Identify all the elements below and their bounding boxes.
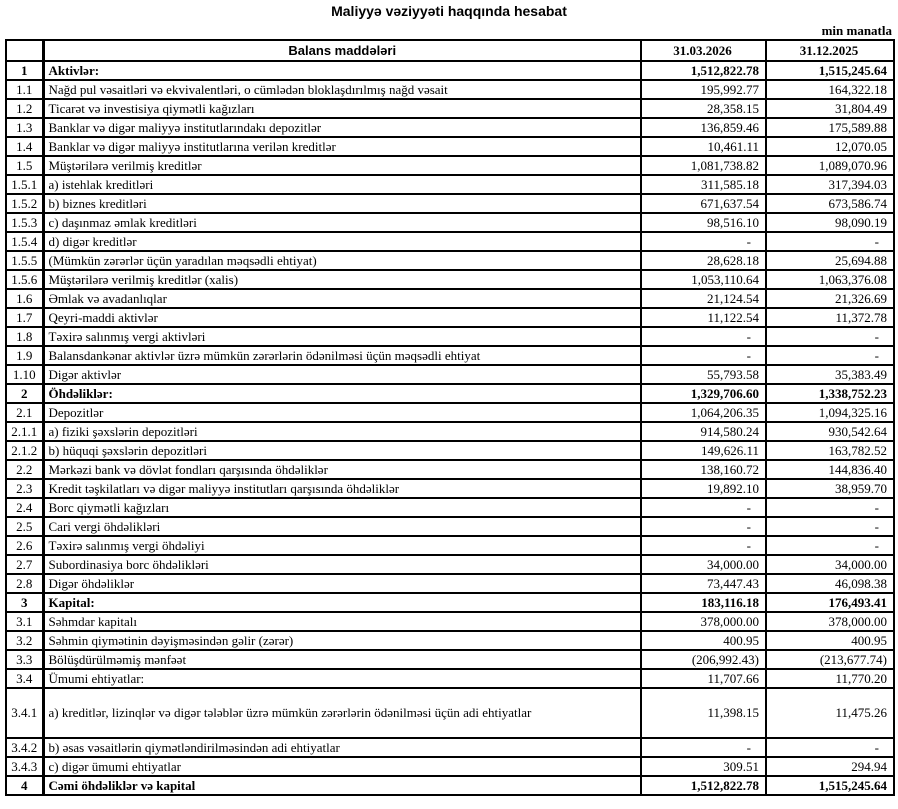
- table-row: [6, 776, 894, 795]
- row-label: Təxirə salınmış vergi aktivləri: [43, 327, 641, 346]
- row-value-previous: -: [766, 517, 894, 536]
- table-row: [6, 403, 894, 422]
- row-label: Balansdankənar aktivlər üzrə mümkün zərərlərin ödənilməsi üçün məqsədli ehtiyat: [43, 346, 641, 365]
- row-number: 1.5.2: [6, 194, 43, 213]
- row-value-current: 1,329,706.60: [641, 384, 766, 403]
- row-label: a) kreditlər, lizinqlər və digər tələblər üzrə mümkün zərərlərin ödənilməsi üçün adi ehtiyatlar: [43, 688, 641, 738]
- row-number: 2: [6, 384, 43, 403]
- row-label: Səhmdar kapitalı: [43, 612, 641, 631]
- row-value-previous: 1,063,376.08: [766, 270, 894, 289]
- row-number: 3.1: [6, 612, 43, 631]
- row-number: 2.1.2: [6, 441, 43, 460]
- row-number: 2.1.1: [6, 422, 43, 441]
- row-label: Nağd pul vəsaitləri və ekvivalentləri, o cümlədən bloklaşdırılmış nağd vəsait: [43, 80, 641, 99]
- table-row: [6, 555, 894, 574]
- row-number: 1.3: [6, 118, 43, 137]
- row-number: 2.2: [6, 460, 43, 479]
- row-value-previous: 12,070.05: [766, 137, 894, 156]
- row-value-current: 378,000.00: [641, 612, 766, 631]
- table-row: [6, 669, 894, 688]
- table-row: [6, 213, 894, 232]
- table-row: [6, 61, 894, 80]
- table-row: [6, 118, 894, 137]
- table-row: [6, 270, 894, 289]
- row-number: 1.10: [6, 365, 43, 384]
- row-value-previous: 1,338,752.23: [766, 384, 894, 403]
- row-number: 1.8: [6, 327, 43, 346]
- row-value-current: 1,081,738.82: [641, 156, 766, 175]
- row-number: 1.2: [6, 99, 43, 118]
- row-label: Banklar və digər maliyyə institutlarına verilən kreditlər: [43, 137, 641, 156]
- row-value-current: 400.95: [641, 631, 766, 650]
- table-row: [6, 536, 894, 555]
- row-number: 1.1: [6, 80, 43, 99]
- row-value-previous: 11,770.20: [766, 669, 894, 688]
- row-number: 2.8: [6, 574, 43, 593]
- row-value-previous: 1,089,070.96: [766, 156, 894, 175]
- row-value-current: -: [641, 738, 766, 757]
- row-value-current: 136,859.46: [641, 118, 766, 137]
- table-row: [6, 757, 894, 776]
- row-value-current: 34,000.00: [641, 555, 766, 574]
- row-value-current: 1,512,822.78: [641, 776, 766, 795]
- header-number-cell: [6, 40, 43, 61]
- row-value-current: 55,793.58: [641, 365, 766, 384]
- header-date-previous: 31.12.2025: [766, 40, 894, 61]
- row-label: Banklar və digər maliyyə institutlarındakı depozitlər: [43, 118, 641, 137]
- row-value-previous: -: [766, 232, 894, 251]
- row-value-current: 183,116.18: [641, 593, 766, 612]
- row-number: 3.4.2: [6, 738, 43, 757]
- row-number: 1.9: [6, 346, 43, 365]
- row-label: Əmlak və avadanlıqlar: [43, 289, 641, 308]
- row-value-current: 138,160.72: [641, 460, 766, 479]
- row-label: Digər öhdəliklər: [43, 574, 641, 593]
- row-number: 2.5: [6, 517, 43, 536]
- table-row: [6, 650, 894, 669]
- row-value-previous: -: [766, 327, 894, 346]
- row-value-current: 21,124.54: [641, 289, 766, 308]
- row-number: 3: [6, 593, 43, 612]
- row-label: Qeyri-maddi aktivlər: [43, 308, 641, 327]
- row-number: 1.6: [6, 289, 43, 308]
- table-header-row: [6, 40, 894, 61]
- row-number: 1: [6, 61, 43, 80]
- row-value-previous: 317,394.03: [766, 175, 894, 194]
- row-number: 1.7: [6, 308, 43, 327]
- row-number: 1.5.5: [6, 251, 43, 270]
- row-value-previous: -: [766, 536, 894, 555]
- row-label: (Mümkün zərərlər üçün yaradılan məqsədli ehtiyat): [43, 251, 641, 270]
- row-value-current: 28,628.18: [641, 251, 766, 270]
- table-body: [6, 61, 894, 795]
- row-number: 3.2: [6, 631, 43, 650]
- row-label: c) daşınmaz əmlak kreditləri: [43, 213, 641, 232]
- row-value-current: 1,053,110.64: [641, 270, 766, 289]
- row-value-previous: -: [766, 738, 894, 757]
- row-value-previous: 34,000.00: [766, 555, 894, 574]
- row-number: 3.3: [6, 650, 43, 669]
- table-row: [6, 612, 894, 631]
- row-value-current: 19,892.10: [641, 479, 766, 498]
- row-value-current: 73,447.43: [641, 574, 766, 593]
- row-value-previous: 930,542.64: [766, 422, 894, 441]
- table-row: [6, 384, 894, 403]
- row-value-previous: 294.94: [766, 757, 894, 776]
- table-row: [6, 441, 894, 460]
- row-label: Digər aktivlər: [43, 365, 641, 384]
- row-number: 2.4: [6, 498, 43, 517]
- row-value-current: -: [641, 517, 766, 536]
- row-number: 3.4.3: [6, 757, 43, 776]
- table-row: [6, 80, 894, 99]
- header-date-current: 31.03.2026: [641, 40, 766, 61]
- row-value-previous: -: [766, 346, 894, 365]
- row-label: Ümumi ehtiyatlar:: [43, 669, 641, 688]
- row-value-previous: 31,804.49: [766, 99, 894, 118]
- row-label: Subordinasiya borc öhdəlikləri: [43, 555, 641, 574]
- row-value-previous: (213,677.74): [766, 650, 894, 669]
- table-row: [6, 251, 894, 270]
- row-value-previous: 35,383.49: [766, 365, 894, 384]
- row-value-current: 195,992.77: [641, 80, 766, 99]
- row-number: 4: [6, 776, 43, 795]
- row-value-current: 671,637.54: [641, 194, 766, 213]
- row-number: 2.3: [6, 479, 43, 498]
- row-label: Mərkəzi bank və dövlət fondları qarşısında öhdəliklər: [43, 460, 641, 479]
- row-value-previous: 11,475.26: [766, 688, 894, 738]
- row-label: b) əsas vəsaitlərin qiymətləndirilməsindən adi ehtiyatlar: [43, 738, 641, 757]
- row-label: Bölüşdürülməmiş mənfəət: [43, 650, 641, 669]
- table-row: [6, 631, 894, 650]
- unit-note: min manatla: [821, 23, 892, 38]
- table-row: [6, 517, 894, 536]
- table-row: [6, 593, 894, 612]
- table-row: [6, 365, 894, 384]
- row-value-previous: 25,694.88: [766, 251, 894, 270]
- row-label: Səhmin qiymətinin dəyişməsindən gəlir (zərər): [43, 631, 641, 650]
- table-row: [6, 460, 894, 479]
- row-value-current: 311,585.18: [641, 175, 766, 194]
- table-row: [6, 346, 894, 365]
- row-number: 1.5: [6, 156, 43, 175]
- row-number: 1.5.3: [6, 213, 43, 232]
- row-value-current: 28,358.15: [641, 99, 766, 118]
- row-value-previous: 1,515,245.64: [766, 776, 894, 795]
- report-title: Maliyyə vəziyyəti haqqında hesabat: [331, 3, 567, 19]
- row-value-previous: 176,493.41: [766, 593, 894, 612]
- row-number: 1.5.4: [6, 232, 43, 251]
- row-value-previous: 98,090.19: [766, 213, 894, 232]
- row-value-current: -: [641, 327, 766, 346]
- row-value-previous: 673,586.74: [766, 194, 894, 213]
- table-row: [6, 156, 894, 175]
- row-label: Müştərilərə verilmiş kreditlər: [43, 156, 641, 175]
- row-number: 2.1: [6, 403, 43, 422]
- row-label: Kredit təşkilatları və digər maliyyə institutları qarşısında öhdəliklər: [43, 479, 641, 498]
- row-value-current: -: [641, 536, 766, 555]
- table-row: [6, 194, 894, 213]
- row-value-current: 914,580.24: [641, 422, 766, 441]
- row-label: b) biznes kreditləri: [43, 194, 641, 213]
- row-value-previous: 11,372.78: [766, 308, 894, 327]
- row-value-current: -: [641, 498, 766, 517]
- row-label: c) digər ümumi ehtiyatlar: [43, 757, 641, 776]
- table-row: [6, 289, 894, 308]
- table-row: [6, 327, 894, 346]
- table-row: [6, 422, 894, 441]
- row-number: 1.5.1: [6, 175, 43, 194]
- row-label: Borc qiymətli kağızları: [43, 498, 641, 517]
- row-value-current: 309.51: [641, 757, 766, 776]
- row-label: Cəmi öhdəliklər və kapital: [43, 776, 641, 795]
- row-value-current: 11,707.66: [641, 669, 766, 688]
- row-value-current: 11,398.15: [641, 688, 766, 738]
- row-label: d) digər kreditlər: [43, 232, 641, 251]
- row-label: a) fiziki şəxslərin depozitləri: [43, 422, 641, 441]
- row-label: Depozitlər: [43, 403, 641, 422]
- row-value-current: 1,512,822.78: [641, 61, 766, 80]
- row-label: Kapital:: [43, 593, 641, 612]
- table-row: [6, 175, 894, 194]
- row-value-previous: 46,098.38: [766, 574, 894, 593]
- row-value-previous: 38,959.70: [766, 479, 894, 498]
- balance-sheet-table: [5, 39, 895, 796]
- table-row: [6, 498, 894, 517]
- table-row: [6, 232, 894, 251]
- row-number: 2.7: [6, 555, 43, 574]
- row-label: Müştərilərə verilmiş kreditlər (xalis): [43, 270, 641, 289]
- row-label: Cari vergi öhdəlikləri: [43, 517, 641, 536]
- row-value-current: -: [641, 346, 766, 365]
- table-row: [6, 574, 894, 593]
- row-value-current: -: [641, 232, 766, 251]
- row-value-previous: 21,326.69: [766, 289, 894, 308]
- row-label: Təxirə salınmış vergi öhdəliyi: [43, 536, 641, 555]
- row-value-previous: 378,000.00: [766, 612, 894, 631]
- row-number: 3.4.1: [6, 688, 43, 738]
- row-value-previous: 164,322.18: [766, 80, 894, 99]
- header-balance-items: Balans maddələri: [43, 40, 641, 61]
- row-number: 2.6: [6, 536, 43, 555]
- row-label: Ticarət və investisiya qiymətli kağızları: [43, 99, 641, 118]
- row-value-current: 11,122.54: [641, 308, 766, 327]
- table-row: [6, 308, 894, 327]
- row-label: Aktivlər:: [43, 61, 641, 80]
- row-label: a) istehlak kreditləri: [43, 175, 641, 194]
- table-row: [6, 738, 894, 757]
- row-value-previous: 144,836.40: [766, 460, 894, 479]
- row-number: 1.5.6: [6, 270, 43, 289]
- row-label: b) hüquqi şəxslərin depozitləri: [43, 441, 641, 460]
- row-value-current: 1,064,206.35: [641, 403, 766, 422]
- row-label: Öhdəliklər:: [43, 384, 641, 403]
- row-value-previous: 175,589.88: [766, 118, 894, 137]
- row-number: 3.4: [6, 669, 43, 688]
- row-value-previous: 163,782.52: [766, 441, 894, 460]
- row-value-current: 149,626.11: [641, 441, 766, 460]
- table-row: [6, 479, 894, 498]
- row-value-current: (206,992.43): [641, 650, 766, 669]
- row-value-previous: 1,515,245.64: [766, 61, 894, 80]
- table-row: [6, 137, 894, 156]
- row-value-previous: -: [766, 498, 894, 517]
- table-row: [6, 688, 894, 738]
- table-row: [6, 99, 894, 118]
- row-value-current: 98,516.10: [641, 213, 766, 232]
- row-number: 1.4: [6, 137, 43, 156]
- row-value-current: 10,461.11: [641, 137, 766, 156]
- row-value-previous: 1,094,325.16: [766, 403, 894, 422]
- row-value-previous: 400.95: [766, 631, 894, 650]
